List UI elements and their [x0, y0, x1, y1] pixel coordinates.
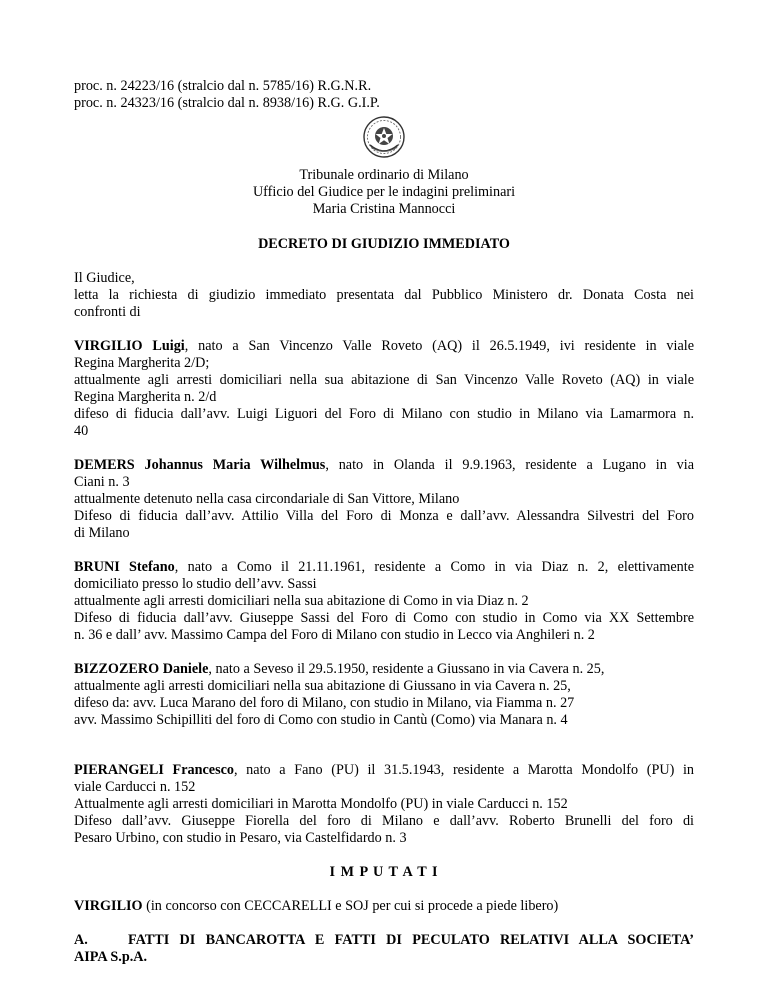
- imputati-heading: I M P U T A T I: [329, 864, 439, 880]
- defendant-demers-line-3: attualmente detenuto nella casa circondariale di San Vittore, Milano: [74, 491, 460, 507]
- defendant-pierangeli-line-1: PIERANGELI Francesco, nato a Fano (PU) il 31.5.1943, residente a Marotta Mondolfo (PU) in: [74, 762, 694, 778]
- charge-virgilio: VIRGILIO (in concorso con CECCARELLI e SOJ per cui si procede a piede libero): [74, 898, 559, 914]
- defendant-name: BRUNI Stefano: [74, 559, 175, 575]
- defendant-pierangeli-line-3: Attualmente agli arresti domiciliari in Marotta Mondolfo (PU) in viale Carducci n. 152: [74, 796, 568, 812]
- proc-number-1: proc. n. 24223/16 (stralcio dal n. 5785/16) R.G.N.R.: [74, 78, 372, 94]
- defendant-virgilio-line-1: VIRGILIO Luigi, nato a San Vincenzo Valle Roveto (AQ) il 26.5.1949, ivi residente in viale: [74, 338, 695, 354]
- defendant-bruni-line-3: attualmente agli arresti domiciliari nella sua abitazione di Como in via Diaz n. 2: [74, 593, 529, 609]
- italian-republic-emblem-icon: [362, 115, 406, 159]
- proc-number-2: proc. n. 24323/16 (stralcio dal n. 8938/16) R.G. G.I.P.: [74, 95, 380, 111]
- defendant-virgilio-line-2: Regina Margherita 2/D;: [74, 355, 210, 371]
- defendant-bizzozero-line-4: avv. Massimo Schipilliti del foro di Como con studio in Cantù (Como) via Manara n. 4: [74, 712, 568, 728]
- defendant-name: BIZZOZERO Daniele: [74, 661, 209, 677]
- defendant-name: VIRGILIO Luigi: [74, 338, 185, 354]
- intro-line-2: letta la richiesta di giudizio immediato presentata dal Pubblico Ministero dr. Donata Costa nei: [74, 287, 694, 303]
- defendant-pierangeli-line-5: Pesaro Urbino, con studio in Pesaro, via Castelfidardo n. 3: [74, 830, 407, 846]
- defendant-name: PIERANGELI Francesco: [74, 762, 234, 778]
- defendant-virgilio-line-4: Regina Margherita n. 2/d: [74, 389, 217, 405]
- section-a-label: A.: [74, 932, 88, 948]
- defendant-bruni-line-1: BRUNI Stefano, nato a Como il 21.11.1961, residente a Como in via Diaz n. 2, elettivamente: [74, 559, 694, 575]
- defendant-bruni-line-2: domiciliato presso lo studio dell’avv. Sassi: [74, 576, 317, 592]
- defendant-demers-line-5: di Milano: [74, 525, 130, 541]
- defendant-pierangeli-line-2: viale Carducci n. 152: [74, 779, 196, 795]
- court-office: Ufficio del Giudice per le indagini preliminari: [252, 184, 516, 200]
- judge-name: Maria Cristina Mannocci: [312, 201, 456, 217]
- defendant-bizzozero-line-3: difeso da: avv. Luca Marano del foro di Milano, con studio in Milano, via Fiamma n. 27: [74, 695, 575, 711]
- defendant-demers-line-2: Ciani n. 3: [74, 474, 130, 490]
- defendant-demers-line-1: DEMERS Johannus Maria Wilhelmus, nato in Olanda il 9.9.1963, residente a Lugano in via: [74, 457, 694, 473]
- defendant-bizzozero-line-1: BIZZOZERO Daniele, nato a Seveso il 29.5.1950, residente a Giussano in via Cavera n. 25,: [74, 661, 605, 677]
- defendant-bruni-line-5: n. 36 e dall’ avv. Massimo Campa del Foro di Milano con studio in Lecco via Anghileri n. 2: [74, 627, 595, 643]
- defendant-bizzozero-line-2: attualmente agli arresti domiciliari nella sua abitazione di Giussano in via Cavera n. 25,: [74, 678, 571, 694]
- defendant-virgilio-line-6: 40: [74, 423, 89, 439]
- document-title: DECRETO DI GIUDIZIO IMMEDIATO: [258, 236, 510, 252]
- defendant-virgilio-line-3: attualmente agli arresti domiciliari nella sua abitazione di San Vincenzo Valle Roveto (AQ) in viale: [74, 372, 694, 388]
- intro-line-1: Il Giudice,: [74, 270, 135, 286]
- charge-name: VIRGILIO: [74, 898, 143, 914]
- section-a-title-line-2: AIPA S.p.A.: [74, 949, 148, 965]
- defendant-demers-line-4: Difeso di fiducia dall’avv. Attilio Villa del Foro di Monza e dall’avv. Alessandra Silvestri del Foro: [74, 508, 694, 524]
- defendant-pierangeli-line-4: Difeso dall’avv. Giuseppe Fiorella del foro di Milano e dall’avv. Roberto Brunelli del foro di: [74, 813, 694, 829]
- defendant-bruni-line-4: Difeso di fiducia dall’avv. Giuseppe Sassi del Foro di Como con studio in Como via XX Settembre: [74, 610, 694, 626]
- defendant-name: DEMERS Johannus Maria Wilhelmus: [74, 457, 326, 473]
- court-name: Tribunale ordinario di Milano: [299, 167, 469, 183]
- defendant-virgilio-line-5: difeso di fiducia dall’avv. Luigi Liguori del Foro di Milano con studio in Milano via Lamarmora n.: [74, 406, 694, 422]
- section-a-title-line-1: FATTI DI BANCAROTTA E FATTI DI PECULATO RELATIVI ALLA SOCIETA’: [128, 932, 694, 948]
- intro-line-3: confronti di: [74, 304, 141, 320]
